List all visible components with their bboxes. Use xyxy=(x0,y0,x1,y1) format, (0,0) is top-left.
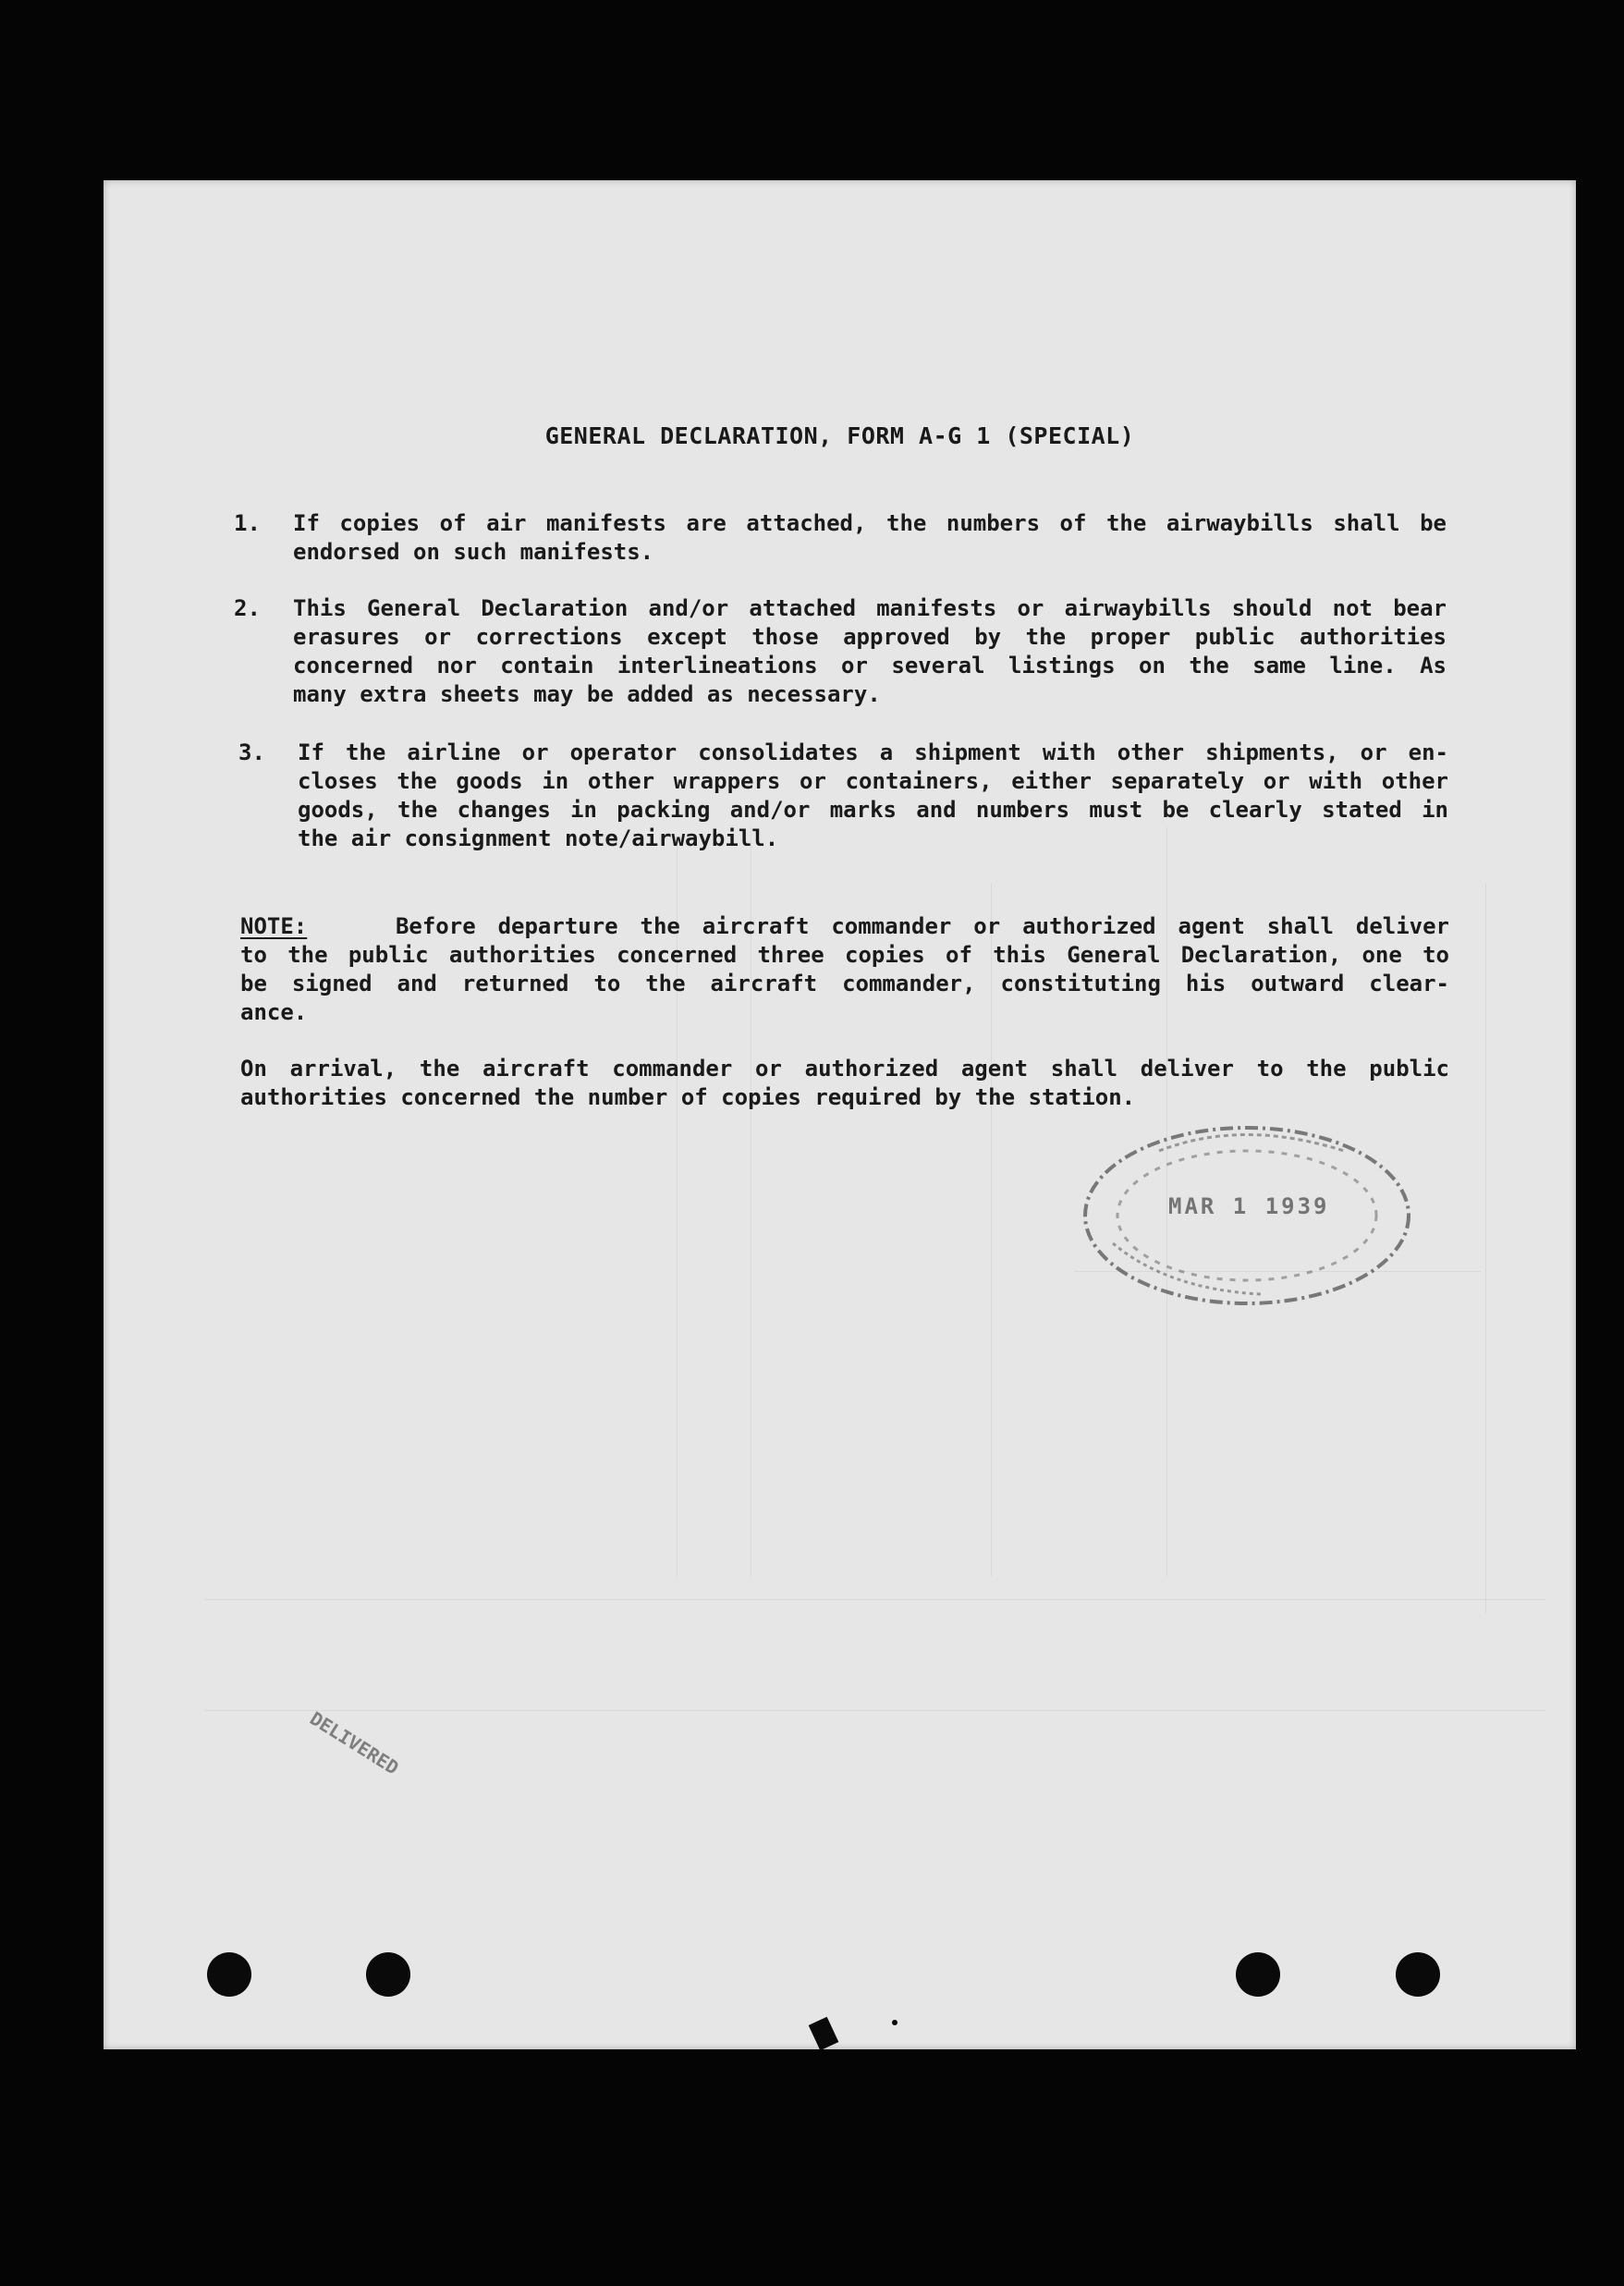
item-line: If the airline or operator consolidates a shipment with other shipments, or en- xyxy=(298,740,1448,765)
punch-hole xyxy=(1236,1952,1280,1997)
punch-hole xyxy=(207,1952,251,1997)
note-label: NOTE: xyxy=(240,913,308,939)
note-line: be signed and returned to the aircraft commander, constituting his outward clear- xyxy=(240,971,1449,996)
note-line: ance. xyxy=(240,999,308,1025)
item-number: 2. xyxy=(234,595,261,621)
item-number: 1. xyxy=(234,510,261,536)
delivered-stamp: DELIVERED xyxy=(306,1706,403,1779)
item-line: goods, the changes in packing and/or marks and numbers must be clearly stated in xyxy=(298,797,1448,823)
note-paragraph xyxy=(240,912,1449,1027)
stamp-date: MAR 1 1939 xyxy=(1168,1193,1330,1219)
ghost-table-line xyxy=(205,1599,1545,1600)
instruction-item-1 xyxy=(234,509,1447,567)
item-line: erasures or corrections except those approved by the proper public authorities xyxy=(293,624,1447,650)
scan-edge-mark xyxy=(892,2020,897,2025)
instruction-item-3 xyxy=(238,739,1448,853)
ghost-table-line xyxy=(205,1710,1545,1711)
item-line: If copies of air manifests are attached, the numbers of the airwaybills shall be xyxy=(293,510,1447,536)
item-line: endorsed on such manifests. xyxy=(293,539,654,565)
item-number: 3. xyxy=(238,740,265,765)
circular-customs-stamp-icon xyxy=(1076,1114,1418,1317)
page-title: GENERAL DECLARATION, FORM A-G 1 (SPECIAL) xyxy=(544,422,1135,449)
item-line: closes the goods in other wrappers or containers, either separately or with other xyxy=(298,768,1448,794)
item-line: This General Declaration and/or attached manifests or airwaybills should not bear xyxy=(293,595,1447,621)
note-first-line xyxy=(240,912,1449,941)
item-line: concerned nor contain interlineations or several listings on the same line. As xyxy=(293,653,1447,678)
note-line: Before departure the aircraft commander or authorized agent shall deliver xyxy=(395,913,1450,939)
ghost-table-line xyxy=(1485,883,1486,1613)
punch-hole xyxy=(1396,1952,1440,1997)
item-line: the air consignment note/airwaybill. xyxy=(298,825,779,851)
instruction-item-2 xyxy=(234,594,1447,709)
arrival-paragraph xyxy=(240,1055,1449,1112)
note-line: to the public authorities concerned three copies of this General Declaration, one to xyxy=(240,942,1449,968)
arrival-line: On arrival, the aircraft commander or authorized agent shall deliver to the public xyxy=(240,1056,1449,1082)
item-line: many extra sheets may be added as necessary. xyxy=(293,681,881,707)
arrival-line: authorities concerned the number of copies required by the station. xyxy=(240,1084,1136,1110)
punch-hole xyxy=(366,1952,410,1997)
document-page xyxy=(104,180,1576,2049)
